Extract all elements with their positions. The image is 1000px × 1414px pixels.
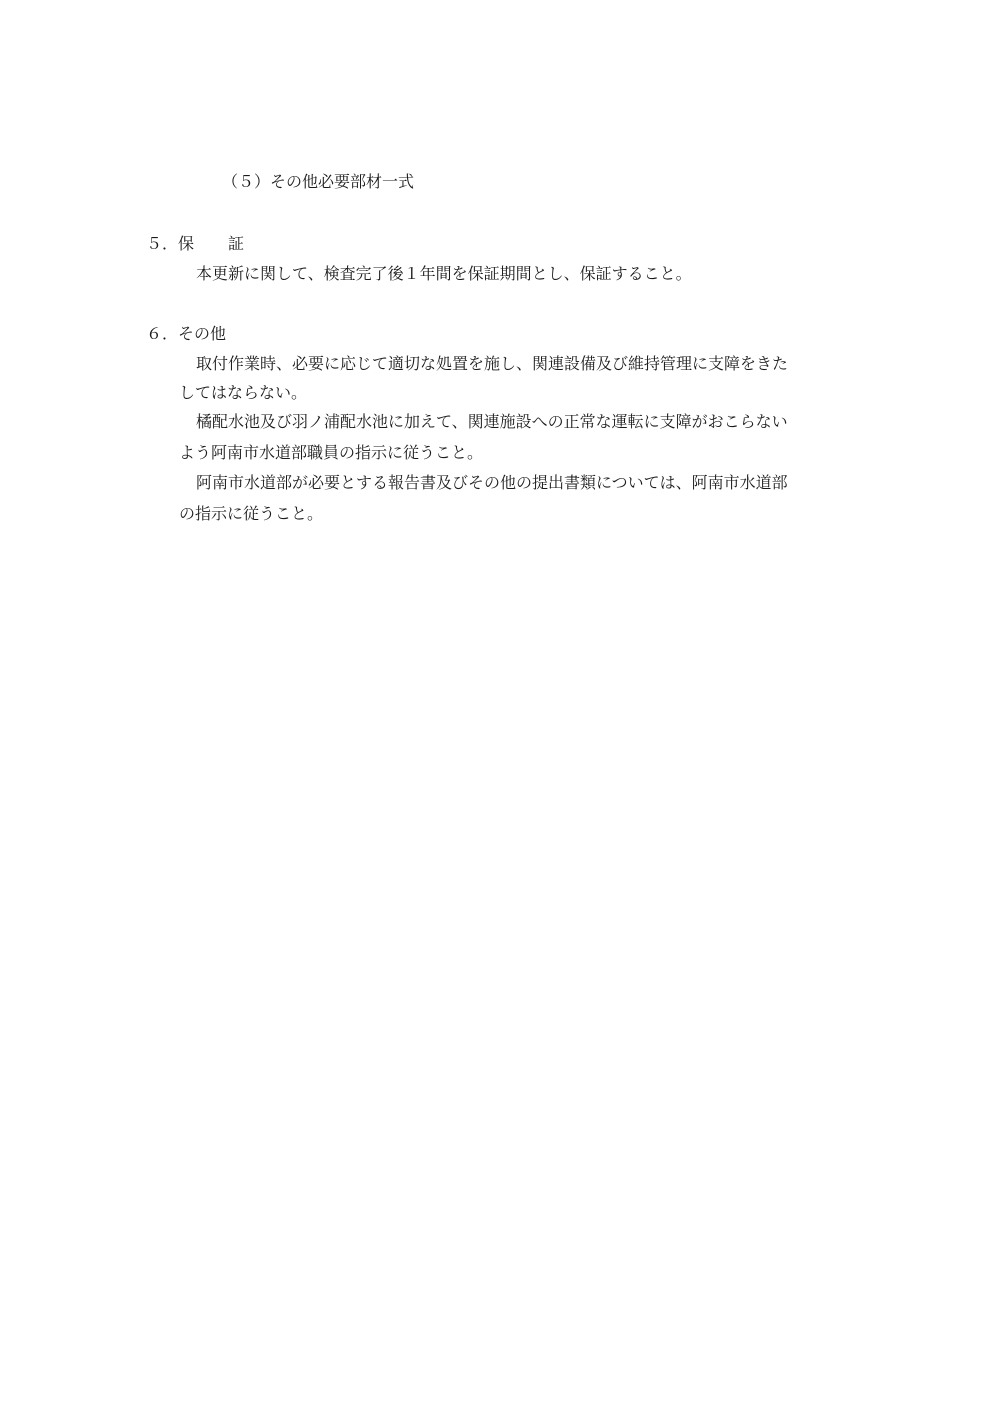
section-6-para1-line2: してはならない。 [179,383,308,402]
section-6-para2-line1: 橘配水池及び羽ノ浦配水池に加えて、関連施設への正常な運転に支障がおこらない [196,412,788,431]
section-6-para2-line2: よう阿南市水道部職員の指示に従うこと。 [179,443,484,462]
section-6-para3-line1: 阿南市水道部が必要とする報告書及びその他の提出書類については、阿南市水道部 [196,473,788,492]
section-6-heading: ６．その他 [146,324,227,343]
section-6-para3-line2: の指示に従うこと。 [179,504,324,523]
section-6-para1-line1: 取付作業時、必要に応じて適切な処置を施し、関連設備及び維持管理に支障をきた [196,354,789,373]
section-5-body: 本更新に関して、検査完了後１年間を保証期間とし、保証すること。 [196,264,692,283]
list-item-5: （５）その他必要部材一式 [222,172,415,191]
section-5-title-part2: 証 [228,234,245,253]
section-5-title-part1: 保 [178,234,195,253]
section-5-heading [146,234,244,254]
section-5-number: ５． [146,234,179,253]
